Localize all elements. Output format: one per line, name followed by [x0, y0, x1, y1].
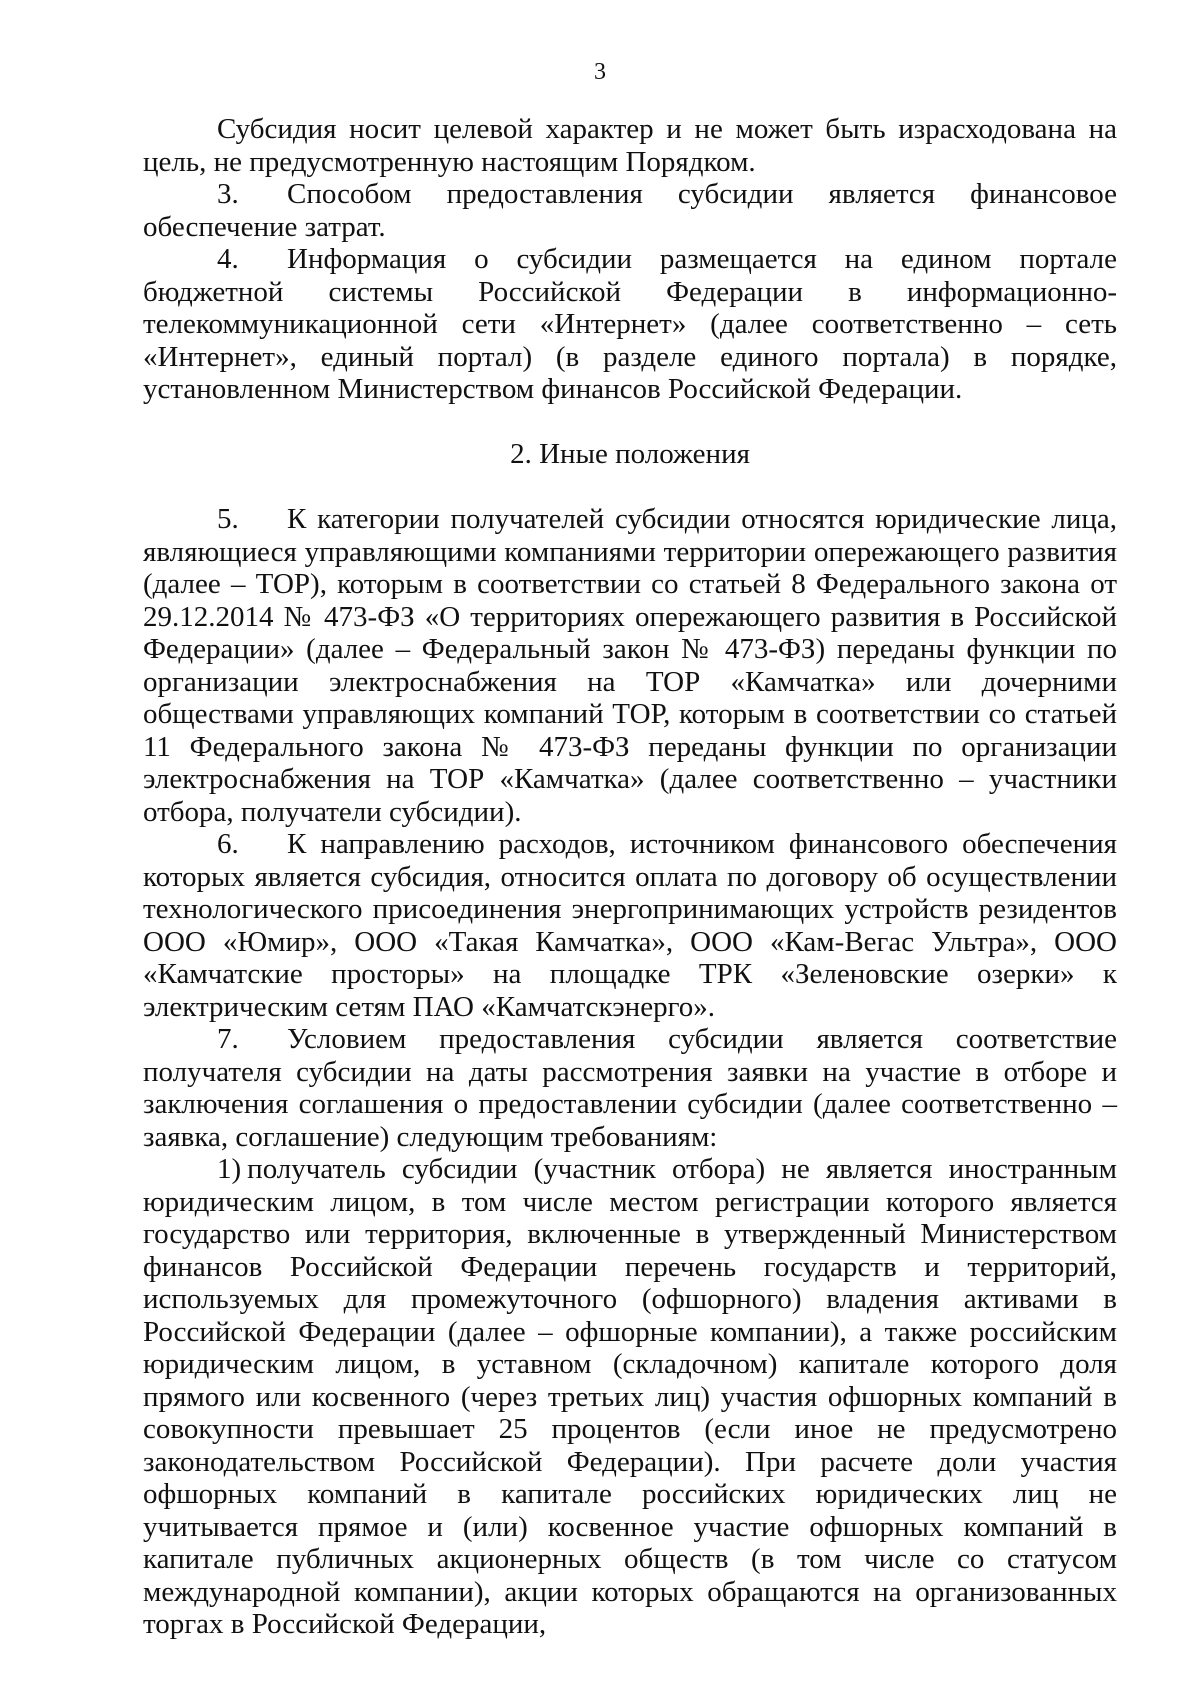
- paragraph-6: [143, 828, 1117, 1023]
- paragraph-number: 3.: [217, 178, 239, 210]
- paragraph-number: 6.: [217, 828, 239, 860]
- paragraph-text: Способом предоставления субсидии является финансовое обеспечение затрат.: [143, 178, 1117, 243]
- paragraph-number: 5.: [217, 503, 239, 535]
- page-number: 3: [594, 59, 606, 85]
- paragraph-number: 4.: [217, 243, 239, 275]
- section-heading: 2. Иные положения: [510, 437, 750, 470]
- paragraph-text: К категории получателей субсидии относятся юридические лица, являющиеся управляющими компаниями территории опережающего развития (далее – ТОР), которым в соответствии со статьей 8 Федерального закона от 29.12.2014 № 473-ФЗ «О территориях опережающего развития в Российской Федерации» (далее – Федеральный закон № 473-ФЗ) переданы функции по организации электроснабжения на ТОР «Камчатка» или дочерними обществами управляющих компаний ТОР, которым в соответствии со статьей 11 Федерального закона № 473-ФЗ переданы функции по организации электроснабжения на ТОР «Камчатка» (далее соответственно – участники отбора, получатели субсидии).: [143, 503, 1117, 828]
- paragraph-5: [143, 503, 1117, 828]
- subitem-7-1: [143, 1153, 1117, 1641]
- paragraph-text: Условием предоставления субсидии является соответствие получателя субсидии на даты рассмотрения заявки на участие в отборе и заключения соглашения о предоставлении субсидии (далее соответственно – заявка, соглашение) следующим требованиям:: [143, 1023, 1117, 1153]
- paragraph-4: [143, 243, 1117, 406]
- paragraph-text: Информация о субсидии размещается на едином портале бюджетной системы Российской Федерации в информационно-телекоммуникационной сети «Интернет» (далее соответственно – сеть «Интернет», единый портал) (в разделе единого портала) в порядке, установленном Министерством финансов Российской Федерации.: [143, 243, 1117, 405]
- paragraph-number: 7.: [217, 1023, 239, 1055]
- subitem-number: 1): [217, 1153, 242, 1185]
- paragraph-text: Субсидия носит целевой характер и не может быть израсходована на цель, не предусмотренную настоящим Порядком.: [143, 113, 1117, 178]
- document-body: [143, 113, 1117, 1641]
- paragraph-text: К направлению расходов, источником финансового обеспечения которых является субсидия, относится оплата по договору об осуществлении технологического присоединения энергопринимающих устройств резидентов ООО «Юмир», ООО «Такая Камчатка», ООО «Кам-Вегас Ультра», ООО «Камчатские просторы» на площадке ТРК «Зеленовские озерки» к электрическим сетям ПАО «Камчатскэнерго».: [143, 828, 1117, 1023]
- paragraph-7: [143, 1023, 1117, 1153]
- paragraph-3: [143, 178, 1117, 243]
- subitem-text: получатель субсидии (участник отбора) не является иностранным юридическим лицом, в том числе местом регистрации которого является государство или территория, включенные в утвержденный Министерством финансов Российской Федерации перечень государств и территорий, используемых для промежуточного (офшорного) владения активами в Российской Федерации (далее – офшорные компании), а также российским юридическим лицом, в уставном (складочном) капитале которого доля прямого или косвенного (через третьих лиц) участия офшорных компаний в совокупности превышает 25 процентов (если иное не предусмотрено законодательством Российской Федерации). При расчете доли участия офшорных компаний в капитале российских юридических лиц не учитывается прямое и (или) косвенное участие офшорных компаний в капитале публичных акционерных обществ (в том числе со статусом международной компании), акции которых обращаются на организованных торгах в Российской Федерации,: [143, 1153, 1117, 1640]
- paragraph-intro-purpose: [143, 113, 1117, 178]
